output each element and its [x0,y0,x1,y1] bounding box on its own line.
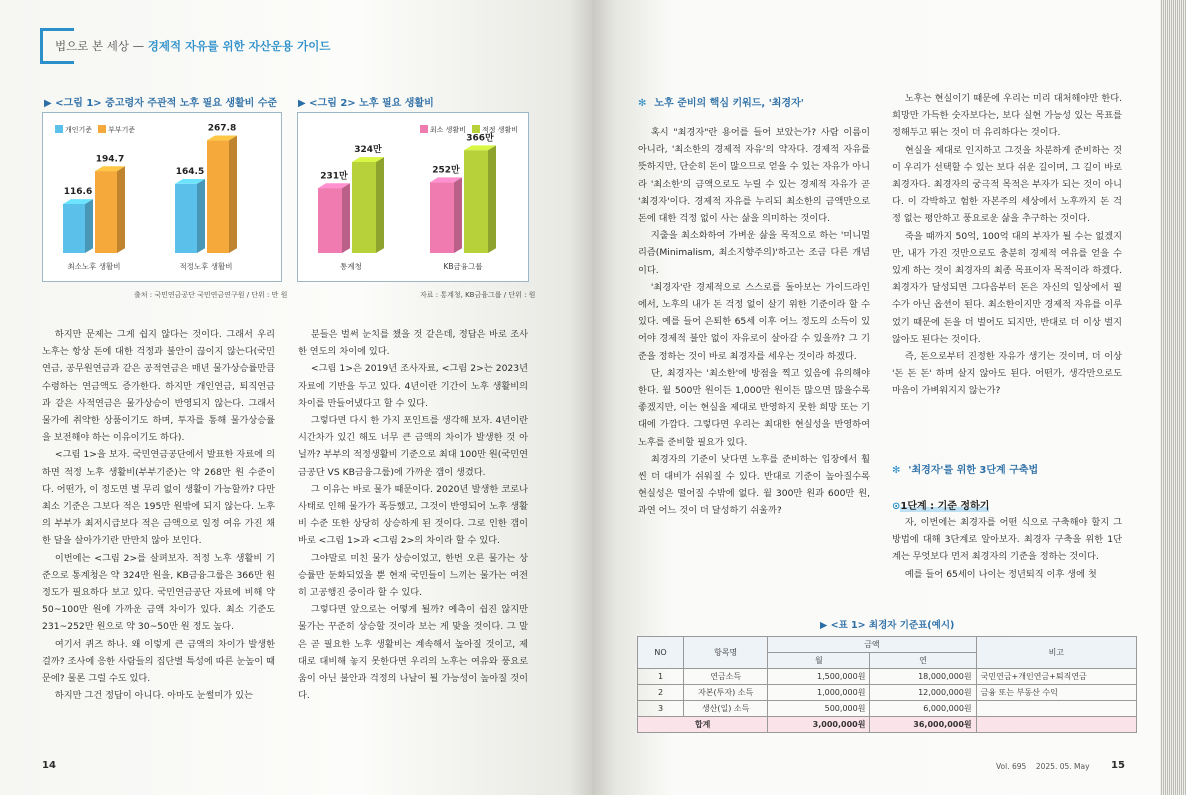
fig1-svg [43,113,281,281]
fig1-chart [42,112,282,282]
cell-no: 3 [638,701,684,717]
bar [464,145,496,253]
cell-item: 생산(일) 소득 [684,701,768,717]
bar-value-label: 116.6 [63,187,93,198]
paragraph: 예를 들어 65세이 나이는 정년퇴직 이후 생에 첫 [904,568,1097,580]
bar-value-label: 366만 [466,133,494,144]
step-1-label: 1단계 : 기준 정하기 [900,501,990,512]
right-column-2 [892,90,1122,400]
left-column-1 [42,326,275,704]
paragraph: 노후는 현실이기 때문에 우리는 미리 대처해야만 한다. 희망만 가득한 숫자보다는, 보다 실현 가능성 있는 목표를 정해두고 뛰는 것이 더 유리하다는 것이다. [892,93,1122,139]
category-label: 적정노후 생활비 [179,262,233,271]
bar [207,136,237,253]
cell-total-year: 36,000,000원 [870,717,976,733]
cell-total-note [976,717,1136,733]
fig2-legend-label: 적정 생활비 [481,126,518,134]
th-no: NO [638,637,684,669]
paragraph: 그렇다면 다시 한 가지 포인트를 생각해 보자. 4년이란 시간차가 있긴 해도 너무 큰 금액의 차이가 발생한 것 아닐까? 부부의 적정생활비 기준으로 최대 100만 원(국민연금공단 VS KB금융그룹)에 가까운 갭이 생겼다. [298,415,528,478]
cell-note [976,701,1136,717]
paragraph: 이번에는 <그림 2>를 살펴보자. 적정 노후 생활비 기준으로 통계청은 약 324만 원을, KB금융그룹은 366만 원 정도가 필요하다 보고 있다. 국민연금공단 자료에 비해 약 50~100만 원에 가까운 금액 차이가 있다. 최소 기준도 231~252만 원으로 약 30~50만 원 정도 높다. [42,552,275,633]
cell-note: 금융 또는 부동산 수익 [976,685,1136,701]
page-number-left: 14 [42,760,56,771]
left-page [0,0,592,795]
bar [430,177,462,253]
table-row [638,701,1137,717]
fig1-source: 출처 : 국민연금공단 국민연금연구원 / 단위 : 만 원 [134,291,288,299]
footer-meta [996,762,1090,771]
header-title: 경제적 자유를 위한 자산운용 가이드 [147,39,331,53]
header-series: 법으로 본 세상 [55,39,129,53]
bar-value-label: 231만 [320,171,348,182]
section-heading-steps-text: '최경자'를 위한 3단계 구축법 [908,465,1039,476]
page-edges [1160,0,1186,795]
fig2-caption: ▶ <그림 2> 노후 필요 생활비 [298,98,434,109]
page-header [55,38,330,54]
fig2-svg [298,113,528,281]
fig2-legend-label: 최소 생활비 [429,126,466,134]
header-dash: — [132,39,145,53]
bar [318,183,350,253]
paragraph: 현실을 제대로 인지하고 그것을 차분하게 준비하는 것이 우리가 선택할 수 있는 보다 쉬운 길이며, 그 길이 바로 최경자다. 최경자의 궁극적 목적은 부자가 되는 것이 아니다. 이 각박하고 험한 자본주의 세상에서 노후까지 돈 걱정 없는 평안하고 풍요로운 삶을 추구하는 것이다. [892,144,1122,225]
cell-year: 12,000,000원 [870,685,976,701]
footer-date: 2025. 05. May [1035,762,1090,771]
paragraph: <그림 1>은 2019년 조사자료, <그림 2>는 2023년 자료에 기반을 두고 있다. 4년이란 기간이 노후 생활비의 차이를 만들어냈다고 할 수 있다. [298,363,528,409]
paragraph: 즉, 돈으로부터 진정한 자유가 생기는 것이며, 더 이상 '돈 돈 돈' 하며 살지 않아도 된다. 어떤가, 생각만으로도 마음이 가벼워지지 않는가? [892,351,1122,397]
paragraph: 자, 이번에는 최경자를 어떤 식으로 구축해야 할지 그 방법에 대해 3단계로 알아보자. 최경자 구축을 위한 1단계는 무엇보다 먼저 최경자의 기준을 정하는 것이다. [892,517,1122,563]
bar [175,179,205,253]
cell-month: 500,000원 [768,701,870,717]
cell-total-label: 합계 [638,717,768,733]
bar [95,166,125,253]
paragraph: 그야말로 미친 물가 상승이었고, 한번 오른 물가는 상승률만 둔화되었을 뿐 현재 국민들이 느끼는 물가는 여전히 고공행진 중이라 할 수 있다. [298,552,528,599]
fig1-legend-label: 부부기준 [108,126,136,134]
left-column-2 [298,326,528,704]
section-heading-keyword: ✻ 노후 준비의 핵심 키워드, '최경자' [638,98,804,109]
category-label: KB금융그룹 [443,262,483,271]
paragraph: 죽을 때까지 50억, 100억 대의 부자가 될 수는 없겠지만, 내가 가진 것만으로도 충분히 경제적 여유를 얻을 수 있게 하는 것이 최경자의 최종 목표이자 목적이라 하겠다. 최경자가 달성되면 그다음부터 돈은 자신의 일상에서 필수가 아닌 옵션이 된다. 최소한이지만 경제적 자유를 이루었기 때문에 돈을 더 벌어도 되지만, 반대로 더 이상 벌지 않아도 된다는 것이다. [892,230,1122,345]
th-month: 월 [768,653,870,669]
criteria-table [637,636,1137,733]
bar-value-label: 252만 [432,165,460,176]
paragraph: '최경자'란 경제적으로 스스로를 돌아보는 가이드라인에서, 노후의 내가 돈 걱정 없이 살기 위한 기준이라 할 수 있다. 예를 들어 은퇴한 65세 이후 어느 정도의 소득이 있어야 경제적 불안 없이 자유로이 살아갈 수 있을까? 그 기준을 정하는 것이 바로 최경자를 세우는 것이라 하겠다. [638,281,870,362]
fig1-caption: ▶ <그림 1> 중고령자 주관적 노후 필요 생활비 수준 [44,98,278,109]
page-number-right: 15 [1111,760,1125,771]
section-heading-keyword-text: 노후 준비의 핵심 키워드, '최경자' [654,98,804,109]
th-note: 비고 [976,637,1136,669]
cell-month: 1,000,000원 [768,685,870,701]
paragraph: 하지만 문제는 그게 쉽지 않다는 것이다. 그래서 우리 노후는 항상 돈에 대한 걱정과 불안이 끊이지 않는다(국민연금, 공무원연금과 같은 공적연금은 매년 물가상승률만큼 수령하는 연금액도 증가한다. 하지만 개인연금, 퇴직연금과 같은 사적연금은 물가상승이 반영되지 않는다. 그래서 물가에 취약한 상품이기도 하며, 투자를 통해 물가상승률을 보전해야 하는 이유이기도 하다). [42,329,275,444]
table-total-row [638,717,1137,733]
cell-no: 2 [638,685,684,701]
cell-item: 자본(투자) 소득 [684,685,768,701]
bar [63,199,93,253]
category-label: 통계청 [340,262,362,271]
paragraph: 혹시 "최경자"란 용어를 들어 보았는가? 사람 이름이 아니라, '최소한의 경제적 자유'의 약자다. 경제적 자유를 뜻하지만, 단순히 돈이 많으므로 얻을 수 있는 자유가 아니라 '최소한'의 금액으로도 누릴 수 있는 경제적 자유가 곧 '최경자'이다. 경제적 자유를 누리되 최소한의 금액만으로 돈에 대한 걱정 없이 사는 삶을 의미하는 것이다. [638,127,870,225]
paragraph: 하지만 그건 정답이 아니다. 아마도 눈썰미가 있는 [54,690,253,702]
th-amount: 금액 [768,637,976,653]
cell-year: 18,000,000원 [870,669,976,685]
table-caption: ▶ <표 1> 최경자 기준표(예시) [820,620,955,631]
paragraph: 지출을 최소화하여 가벼운 삶을 목적으로 하는 '미니멀리즘(Minimalism, 최소지향주의)'하고는 조금 다른 개념이다. [638,230,870,276]
paragraph: 그 이유는 바로 물가 때문이다. 2020년 발생한 코로나 사태로 인해 물가가 폭등했고, 그것이 반영되어 노후 생활비 수준 또한 상당히 상승하게 된 것이다. 그로 인한 갭이 바로 <그림 1>과 <그림 2>의 차이라 할 수 있다. [298,483,528,547]
cell-item: 연금소득 [684,669,768,685]
cell-month: 1,500,000원 [768,669,870,685]
bar-value-label: 267.8 [207,123,237,134]
th-item: 항목명 [684,637,768,669]
table-row [638,669,1137,685]
table-row [638,685,1137,701]
cell-year: 6,000,000원 [870,701,976,717]
bar [352,157,384,253]
step-1-heading [890,496,991,513]
right-column-2-continued [892,514,1122,583]
paragraph: 여기서 퀴즈 하나. 왜 이렇게 큰 금액의 차이가 발생한 걸까? 조사에 응한 사람들의 집단별 특성에 따른 눈높이 때문에? 물론 그럴 수도 있다. [42,638,275,685]
cell-note: 국민연금+개인연금+퇴직연금 [976,669,1136,685]
paragraph: <그림 1>을 보자. 국민연금공단에서 발표한 자료에 의하면 적정 노후 생활비(부부기준)는 약 268만 원 수준이다. 어떤가, 이 정도면 별 무리 없이 생활이 가능할까? 다만 최소 기준은 그보다 적은 195만 원밖에 되지 않는다. 노후의 부부가 최저시급보다 적은 금액으로 일정 여유 가진 채 한 달을 살아가기란 만만치 않아 보인다. [42,449,275,547]
right-page [592,0,1160,795]
section-heading-steps: ✻ '최경자'를 위한 3단계 구축법 [892,465,1039,476]
fig2-source: 자료 : 통계청, KB금융그룹 / 단위 : 원 [420,291,536,299]
footer-vol: Vol. 695 [996,762,1027,771]
bar-value-label: 194.7 [95,154,125,165]
fig2-chart [297,112,529,282]
cell-total-month: 3,000,000원 [768,717,870,733]
category-label: 최소노후 생활비 [67,262,121,271]
th-year: 연 [870,653,976,669]
step-bullet-icon: ⊙ [892,501,901,512]
right-column-1 [638,124,870,520]
paragraph: 그렇다면 앞으로는 어떻게 될까? 예측이 쉽진 않지만 물가는 꾸준히 상승할 것이라 보는 게 맞을 것이다. 그 말은 곧 필요한 노후 생활비는 계속해서 높아질 것이고, 제대로 대비해 놓지 못한다면 우리의 노후는 여유와 풍요로움이 아닌 불안과 걱정의 나날이 될 가능성이 높아질 것이다. [298,604,528,702]
paragraph: 단, 최경자는 '최소한'에 방점을 찍고 있음에 유의해야 한다. 월 500만 원이든 1,000만 원이든 많으면 많을수록 좋겠지만, 이는 현실을 제대로 반영하지 못한 희망 또는 기대에 가깝다. 그렇다면 우리는 최대한 현실성을 반영하여 노후를 준비할 필요가 있다. [638,367,870,448]
paragraph: 최경자의 기준이 낮다면 노후를 준비하는 입장에서 훨씬 더 대비가 쉬워질 수 있다. 반대로 기준이 높아질수록 현실성은 떨어질 수밖에 없다. 월 300만 원과 600만 원, 과연 어느 것이 더 달성하기 쉬울까? [638,453,870,517]
cell-no: 1 [638,669,684,685]
bar-value-label: 164.5 [175,166,205,177]
fig1-legend-label: 개인기준 [65,126,93,134]
paragraph: 분들은 벌써 눈치를 챘을 것 같은데, 정답은 바로 조사한 연도의 차이에 있다. [298,329,528,358]
bar-value-label: 324만 [354,145,382,156]
